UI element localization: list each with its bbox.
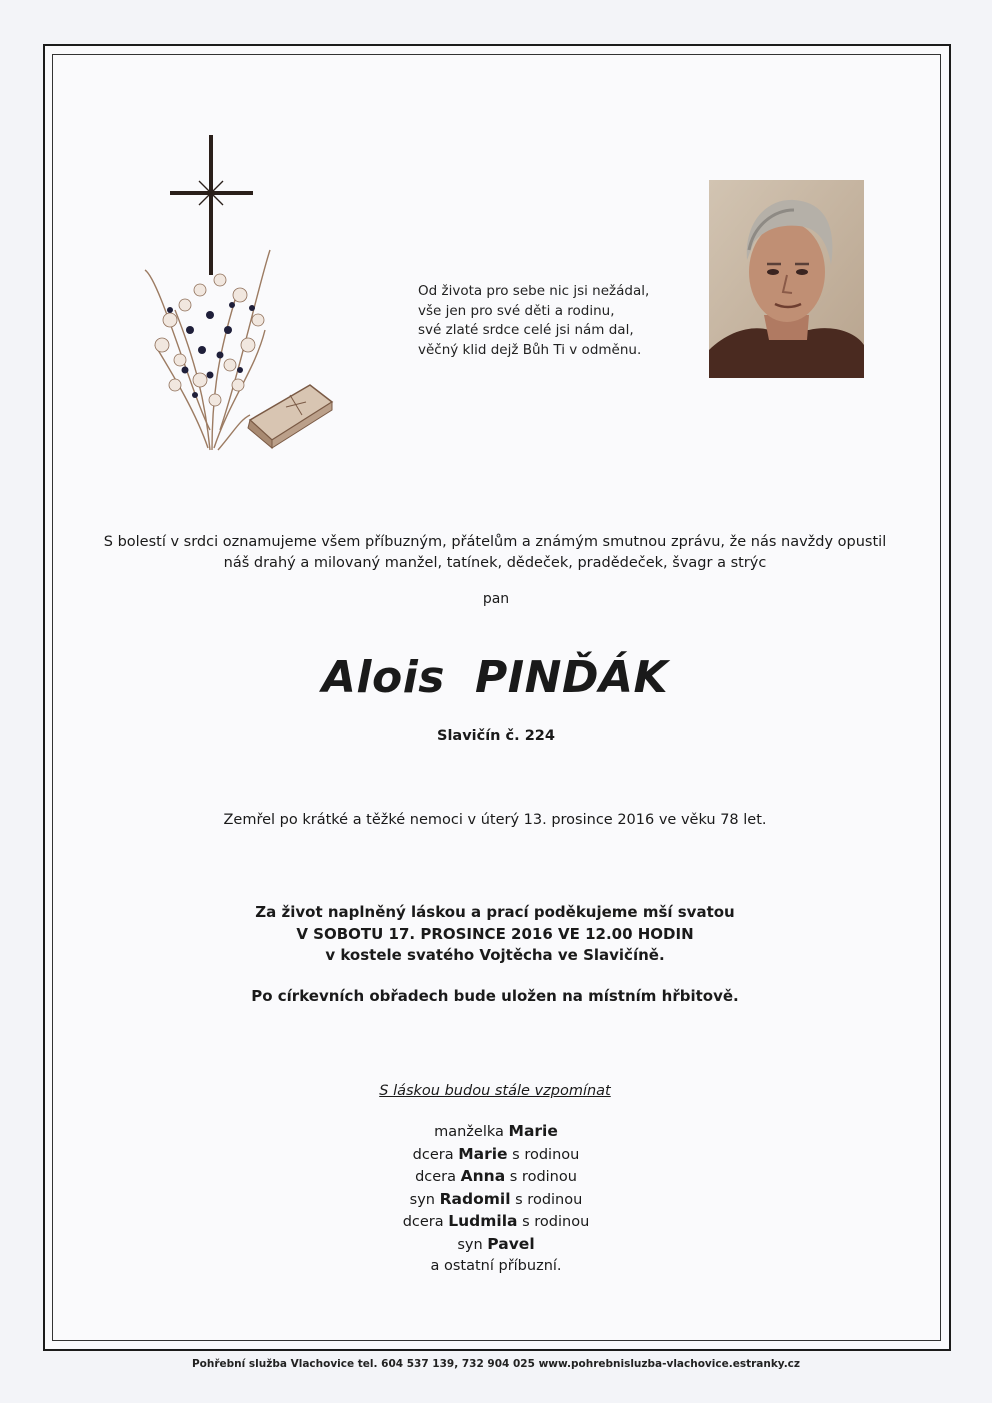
cross-flowers-illustration bbox=[140, 130, 340, 460]
portrait-photo bbox=[709, 180, 864, 378]
deceased-address: Slavičín č. 224 bbox=[437, 728, 555, 744]
poem-line: věčný klid dejž Bůh Ti v odměnu. bbox=[418, 341, 642, 358]
last-name: PINĎÁK bbox=[475, 652, 669, 703]
mourners-list bbox=[296, 1121, 696, 1278]
memorial-poem bbox=[418, 282, 678, 360]
ceremony-line-2: V SOBOTU 17. PROSINCE 2016 VE 12.00 HODIN bbox=[296, 924, 694, 943]
poem-line: vše jen pro své děti a rodinu, bbox=[418, 302, 615, 319]
cross-vertical-beam bbox=[209, 135, 213, 275]
intro-line-1: S bolestí v srdci oznamujeme všem příbuzným, přátelům a známým smutnou zprávu, že nás navždy opustil bbox=[103, 534, 887, 550]
poem-line: Od života pro sebe nic jsi nežádal, bbox=[418, 283, 650, 299]
book-icon bbox=[248, 385, 332, 448]
funeral-service-footer: Pohřební služba Vlachovice tel. 604 537 139, 732 904 025 www.pohrebnisluzba-vlachovice.estranky.cz bbox=[191, 1358, 801, 1370]
burial-info: Po církevních obřadech bude uložen na místním hřbitově. bbox=[251, 987, 739, 1005]
mourners-closing: a ostatní příbuzní. bbox=[430, 1258, 562, 1274]
mourner-row: dcera Anna s rodinou bbox=[415, 1167, 577, 1185]
first-name: Alois bbox=[321, 652, 445, 703]
announcement-intro bbox=[90, 532, 900, 574]
mourner-row: dcera Ludmila s rodinou bbox=[402, 1212, 590, 1230]
intro-line-2: náš drahý a milovaný manžel, tatínek, dědeček, pradědeček, švagr a strýc bbox=[223, 555, 767, 571]
ceremony-info bbox=[170, 902, 820, 967]
mourner-row: dcera Marie s rodinou bbox=[412, 1144, 580, 1163]
mourner-row: syn Pavel bbox=[457, 1234, 535, 1253]
poem-line: své zlaté srdce celé jsi nám dal, bbox=[418, 322, 634, 338]
ceremony-line-3: v kostele svatého Vojtěcha ve Slavičíně. bbox=[325, 946, 665, 964]
mourners-title: S láskou budou stále vzpomínat bbox=[379, 1083, 611, 1099]
death-notice: Zemřel po krátké a těžké nemoci v úterý 13. prosince 2016 ve věku 78 let. bbox=[223, 812, 767, 828]
mourner-row: manželka Marie bbox=[434, 1122, 558, 1140]
honorific: pan bbox=[482, 591, 510, 607]
mourner-row: syn Radomil s rodinou bbox=[409, 1189, 583, 1208]
ceremony-line-1: Za život naplněný láskou a prací poděkujeme mší svatou bbox=[255, 903, 735, 921]
flower-blossoms bbox=[155, 274, 264, 406]
deceased-name bbox=[260, 652, 730, 703]
